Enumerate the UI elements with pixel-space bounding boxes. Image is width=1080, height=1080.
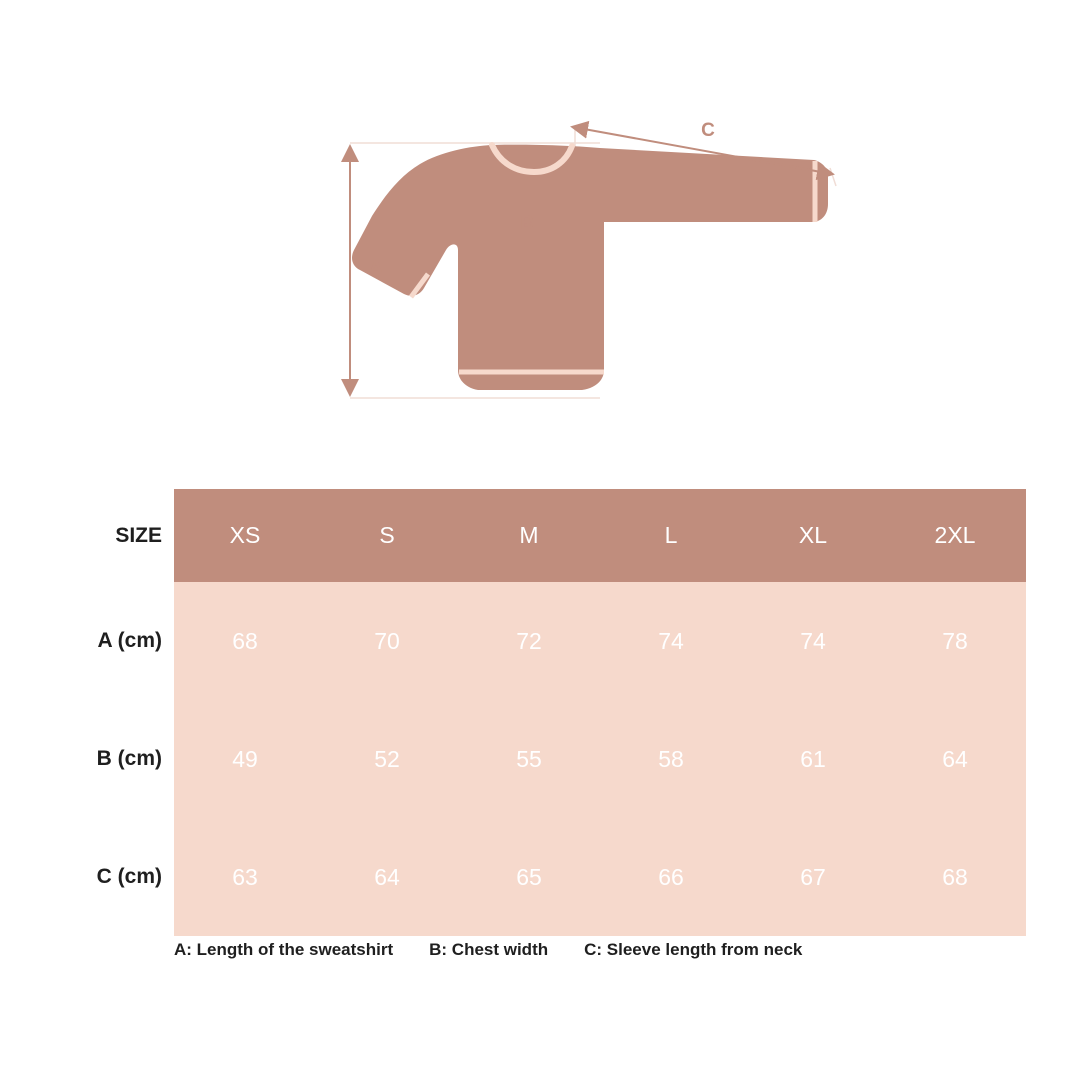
measure-a-label: A [369,258,383,279]
header-cell-xl: XL [742,489,884,582]
legend-item-a: A: Length of the sweatshirt [174,940,394,959]
header-cell-s: S [316,489,458,582]
header-cell-m: M [458,489,600,582]
cell-b-xl: 61 [742,700,884,818]
table-header-row [174,489,1026,582]
legend-item-c: C: Sleeve length from neck [584,940,803,959]
cell-c-xl: 67 [742,818,884,936]
row-label-b-text: B (cm) [96,747,162,770]
cell-a-xs: 68 [174,582,316,700]
measure-c-label: C [701,120,715,141]
sweatshirt-measurement-diagram [0,0,1080,470]
size-corner-label-text: SIZE [115,523,162,547]
header-cell-xs: XS [174,489,316,582]
cell-a-m: 72 [458,582,600,700]
cell-c-2xl: 68 [884,818,1026,936]
cell-c-m: 65 [458,818,600,936]
cell-b-2xl: 64 [884,700,1026,818]
cell-c-l: 66 [600,818,742,936]
legend-item-b: B: Chest width [429,940,549,959]
cell-a-s: 70 [316,582,458,700]
table-row [174,582,1026,700]
row-label-c-text: C (cm) [96,865,162,888]
header-cell-2xl: 2XL [884,489,1026,582]
cell-b-xs: 49 [174,700,316,818]
size-chart-table [96,489,1026,936]
cell-b-s: 52 [316,700,458,818]
table-row [174,818,1026,936]
measure-b-label: B [520,213,534,234]
cell-b-m: 55 [458,700,600,818]
cell-a-l: 74 [600,582,742,700]
cell-b-l: 58 [600,700,742,818]
row-label-a-text: A (cm) [97,629,162,652]
cell-a-2xl: 78 [884,582,1026,700]
sweatshirt-shape [352,145,828,390]
cell-c-s: 64 [316,818,458,936]
cell-c-xs: 63 [174,818,316,936]
cell-a-xl: 74 [742,582,884,700]
table-row [174,700,1026,818]
measurement-legend [174,940,1034,960]
header-cell-l: L [600,489,742,582]
